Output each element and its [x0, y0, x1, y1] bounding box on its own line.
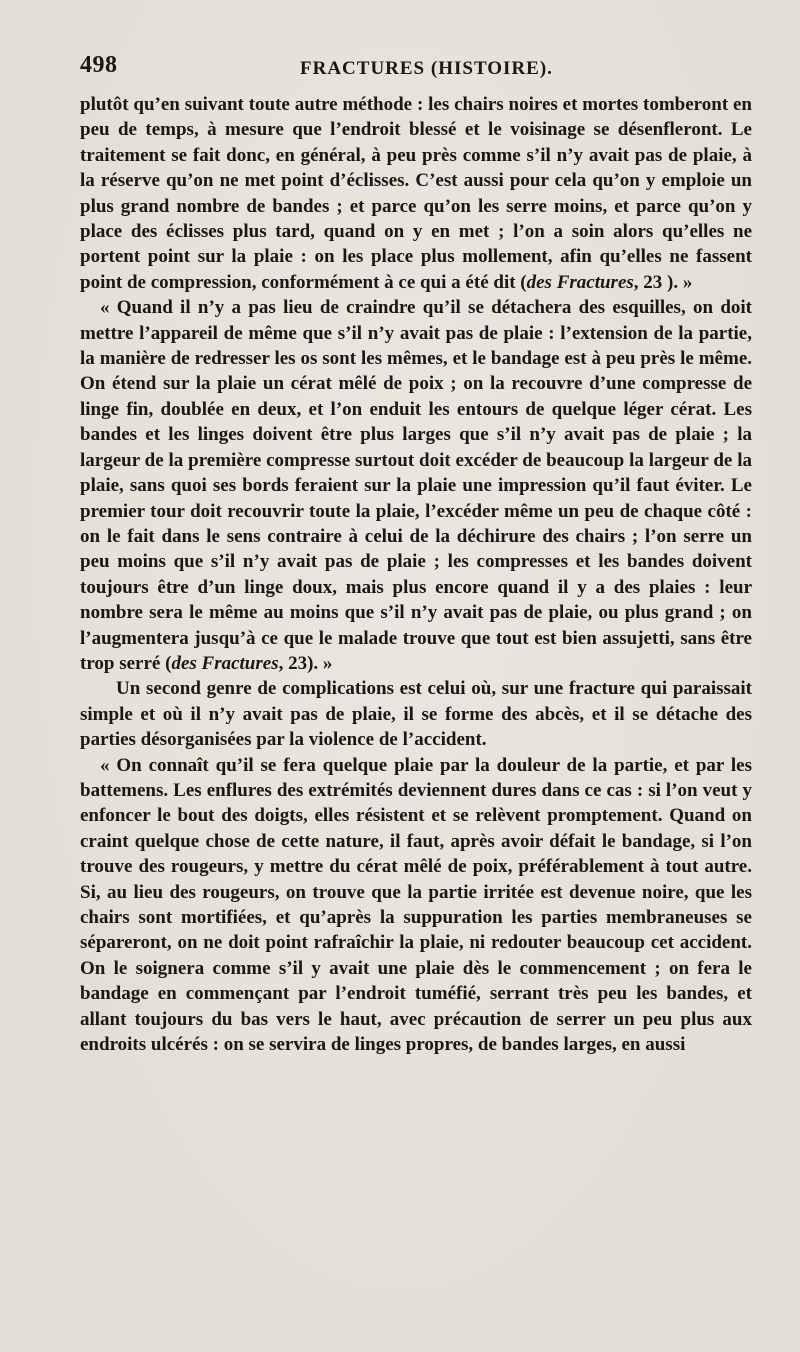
paragraph	[80, 295, 752, 676]
body-text	[80, 92, 752, 1057]
citation: des Fractures	[171, 652, 279, 674]
running-head	[80, 52, 752, 86]
paragraph	[80, 676, 752, 752]
paragraph	[80, 753, 752, 1058]
citation: des Fractures	[526, 271, 634, 293]
paragraph-text: « On connaît qu’il se fera quelque plaie par la douleur de la partie, et par les battemens. Les enflures des extrémités deviennent dures dans ce cas : si l’on veut y enfoncer le bout des doigts, elles résistent et se relèvent promptement. Quand on craint quelque chose de cette nature, il faut, après avoir défait le bandage, si l’on trouve des rougeurs, y mettre du cérat mêlé de poix, préférablement à tout autre. Si, au lieu des rougeurs, on trouve que la partie irritée est devenue noire, que les chairs sont mortifiées, et qu’après la suppuration les parties membraneuses se sépareront, on ne doit point rafraîchir la plaie, ni redouter beaucoup cet accident. On le soignera comme s’il y avait une plaie dès le commencement ; on fera le bandage en commençant par l’endroit tuméfié, serrant très peu les bandes, et allant toujours du bas vers le haut, avec précaution de serrer un peu plus aux endroits ulcérés : on se servira de linges propres, de bandes larges, en aussi	[80, 754, 752, 1056]
paragraph	[80, 92, 752, 295]
paragraph-text: , 23 ). »	[633, 271, 693, 293]
running-title: FRACTURES (HISTOIRE).	[300, 58, 553, 79]
paragraph-text: plutôt qu’en suivant toute autre méthode : les chairs noires et mortes tomberont en peu de temps, à mesure que l’endroit blessé et le voisinage se désenfleront. Le traitement se fait donc, en général, à peu près comme s’il n’y avait pas de plaie, à la réserve qu’on ne met point d’éclisses. C’est aussi pour cela qu’on y emploie un plus grand nombre de bandes ; et parce qu’on les serre moins, et parce qu’on y place des éclisses plus tard, quand on y en met ; l’on a soin alors qu’elles ne portent point sur la plaie : on les place plus mollement, afin qu’elles ne fassent point de compression, conformément à ce qui a été dit (	[80, 94, 752, 293]
page-number: 498	[80, 52, 118, 78]
paragraph-text: , 23). »	[278, 652, 333, 674]
paragraph-text: Un second genre de complications est celui où, sur une fracture qui paraissait simple et où il n’y avait pas de plaie, il se forme des abcès, et il se détache des parties désorganisées par la violence de l’accident.	[80, 678, 752, 751]
paragraph-text: « Quand il n’y a pas lieu de craindre qu’il se détachera des esquilles, on doit mettre l’appareil de même que s’il n’y avait pas de plaie : l’extension de la partie, la manière de redresser les os sont les mêmes, et le bandage est à peu près le même. On étend sur la plaie un cérat mêlé de poix ; on la recouvre d’une compresse de linge fin, doublée en deux, et l’on enduit les entours de quelque léger cérat. Les bandes et les linges doivent être plus larges que s’il n’y avait pas de plaie ; la largeur de la première compresse surtout doit excéder de beaucoup la largeur de la plaie, sans quoi ses bords feraient sur la plaie une impression qu’il faut éviter. Le premier tour doit recouvrir toute la plaie, l’excéder même un peu de chaque côté : on le fait dans le sens contraire à celui de la déchirure des chairs ; l’on serre un peu moins que s’il n’y avait pas de plaie ; les compresses et les bandes doivent toujours être d’un linge doux, mais plus encore quand il y a des plaies : leur nombre sera le même au moins que s’il n’y avait pas de plaie, ou plus grand ; on l’augmentera jusqu’à ce que le malade trouve que tout est bien assujetti, sans être trop serré (	[80, 297, 752, 674]
